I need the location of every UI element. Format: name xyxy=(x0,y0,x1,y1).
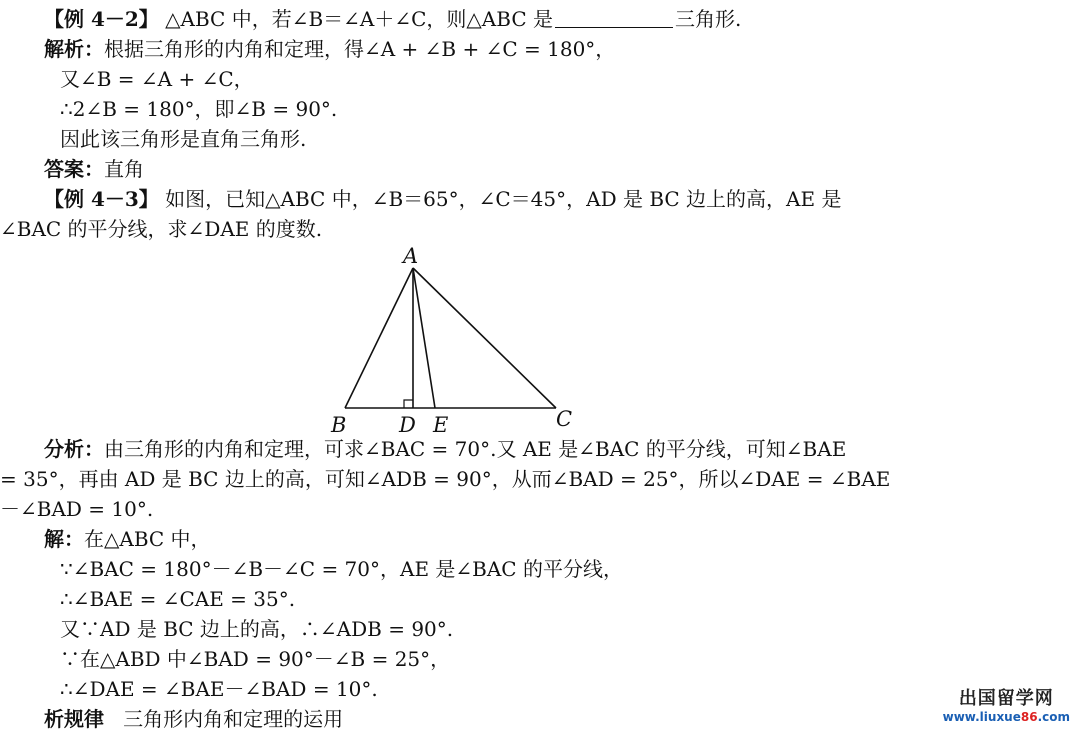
example-4-2-title: 【例 4－2】 xyxy=(44,7,159,31)
example-4-2-question-tail: 三角形. xyxy=(674,7,742,31)
example-4-2-step-3: 因此该三角形是直角三角形. xyxy=(60,127,307,151)
side-ab xyxy=(345,268,413,408)
solution-line-2: ∴∠BAE = ∠CAE = 35°. xyxy=(60,587,296,611)
solution-line-5: ∴∠DAE = ∠BAE－∠BAD = 10°. xyxy=(60,677,378,701)
example-4-3-question-line-1 xyxy=(44,184,841,214)
watermark-name: 出国留学网 xyxy=(958,688,1054,709)
right-angle-mark xyxy=(404,400,413,408)
answer-label: 答案： xyxy=(44,157,104,181)
analysis-text: 根据三角形的内角和定理，得∠A + ∠B + ∠C = 180°， xyxy=(104,37,616,61)
example-4-2-question xyxy=(44,4,741,34)
solution-line-4: ∵在△ABD 中∠BAD = 90°－∠B = 25°， xyxy=(60,647,451,671)
solution-line-3: 又∵AD 是 BC 边上的高，∴∠ADB = 90°. xyxy=(60,617,454,641)
vertex-label-c: C xyxy=(556,407,573,431)
answer-blank xyxy=(555,7,673,28)
side-ac xyxy=(413,268,556,408)
site-watermark xyxy=(943,684,1070,724)
example-4-2-answer xyxy=(44,154,144,184)
point-label-e: E xyxy=(433,413,449,437)
example-4-3-question-text: 如图，已知△ABC 中，∠B＝65°，∠C＝45°，AD 是 BC 边上的高，AE 是 xyxy=(165,187,842,211)
example-4-3-analysis-line-3: －∠BAD = 10°. xyxy=(0,497,154,521)
bisector-ae xyxy=(413,268,435,408)
example-4-3-question-line-2: ∠BAC 的平分线，求∠DAE 的度数. xyxy=(0,217,323,241)
rule-text: 三角形内角和定理的运用 xyxy=(123,707,344,731)
answer-text: 直角 xyxy=(104,157,144,181)
point-label-d: D xyxy=(399,413,416,437)
vertex-label-b: B xyxy=(331,413,347,437)
analysis-line-1-text: 由三角形的内角和定理，可求∠BAC = 70°.又 AE 是∠BAC 的平分线，可知∠BAE xyxy=(104,437,847,461)
vertex-label-a: A xyxy=(403,244,419,268)
fenxi-label: 分析： xyxy=(44,437,104,461)
solution-line-1: ∵∠BAC = 180°－∠B－∠C = 70°，AE 是∠BAC 的平分线， xyxy=(60,557,623,581)
example-4-2-question-text: △ABC 中，若∠B＝∠A＋∠C，则△ABC 是 xyxy=(165,7,553,31)
example-4-3-solution-start xyxy=(44,524,211,554)
example-4-3-title: 【例 4－3】 xyxy=(44,187,159,211)
example-4-3-analysis-line-1 xyxy=(44,434,846,464)
example-4-3-analysis-line-2: = 35°，再由 AD 是 BC 边上的高，可知∠ADB = 90°，从而∠BAD = 25°，所以∠DAE = ∠BAE xyxy=(0,467,891,491)
example-4-2-step-2: ∴2∠B = 180°，即∠B = 90°. xyxy=(60,97,338,121)
watermark-url: www.liuxue86.com xyxy=(942,710,1070,724)
triangle-figure xyxy=(320,240,590,440)
solution-line-0: 在△ABC 中， xyxy=(84,527,211,551)
example-4-2-analysis xyxy=(44,34,615,64)
analysis-label: 解析： xyxy=(44,37,104,61)
rule-label: 析规律 xyxy=(44,707,104,731)
example-4-2-step-1: 又∠B = ∠A + ∠C， xyxy=(60,67,254,91)
solution-label: 解： xyxy=(44,527,84,551)
